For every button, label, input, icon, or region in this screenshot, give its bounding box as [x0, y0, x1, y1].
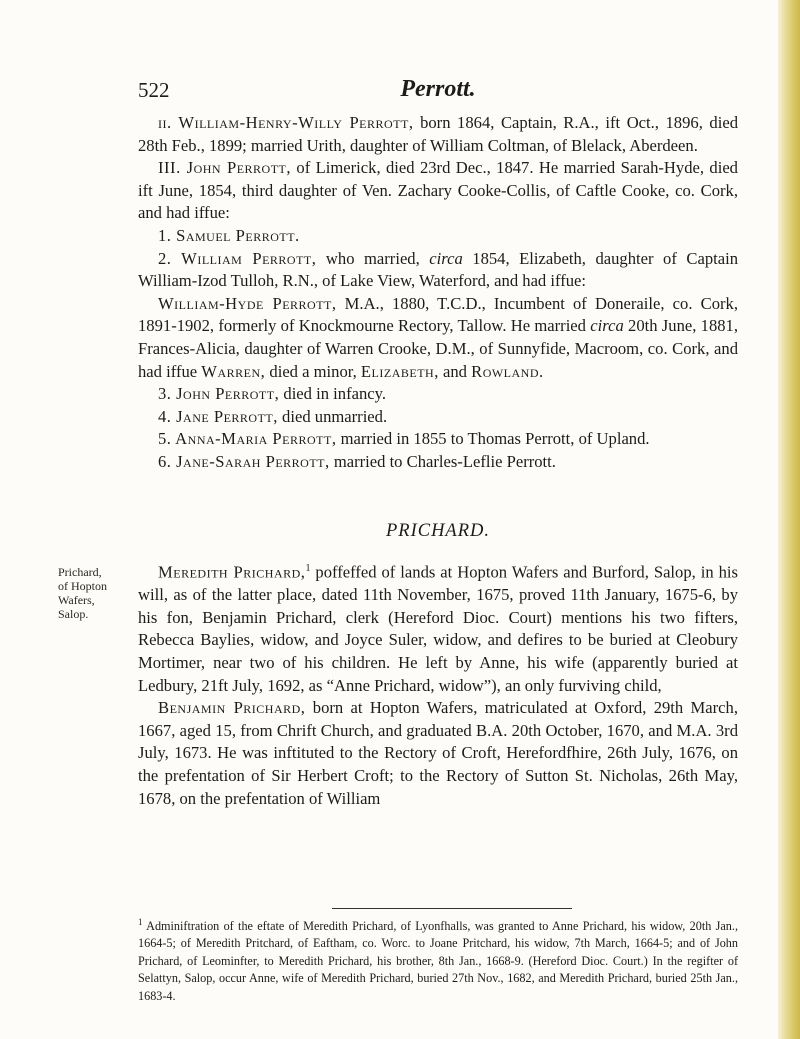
margin-note	[58, 565, 134, 621]
main-text	[138, 112, 738, 810]
paragraph-text: and	[438, 361, 472, 381]
circa-italic: circa	[590, 316, 624, 336]
paragraph	[138, 225, 738, 248]
paragraph	[138, 697, 738, 810]
footnote	[138, 914, 738, 1005]
page-header	[138, 78, 738, 108]
paragraph-text: died unmarried.	[277, 406, 388, 426]
person-name: 3. John Perrott,	[158, 384, 280, 404]
margin-note-line: of Hopton	[58, 579, 107, 593]
person-name: ii. William-Henry-Willy Perrott,	[158, 113, 414, 132]
paragraph	[138, 558, 738, 697]
paragraph-text: who married,	[316, 248, 430, 268]
person-name: Elizabeth,	[360, 361, 439, 381]
paragraph-text: 1854, Elizabeth, daughter of Captain William-Izod Tulloh, R.N., of Lake View, Waterford, and had iffue:	[138, 248, 738, 291]
person-name: William-Hyde Perrott,	[158, 293, 337, 313]
footnote-text: Adminiftration of the eftate of Meredith Prichard, of Lyonfhalls, was granted to Anne Prichard, his widow, 20th Jan., 1664-5; of Meredith Pritchard, of Eaftham, co. Worc. to Joane Pritchard, his widow, 7th March, 1664-5; and of John Prichard, of Leominfter, to Meredith Prichard, his brother, 8th Jan., 1668-9. (Hereford Dioc. Court.) In the regifter of Selattyn, Salop, occur Anne, wife of Meredith Prichard, buried 27th Nov., 1682, and Meredith Prichard, buried 25th Jan., 1683-4.	[138, 919, 738, 1003]
paragraph	[138, 157, 738, 225]
page-number: 522	[138, 78, 170, 102]
paragraph-text: married in 1855 to Thomas Perrott, of Upland.	[336, 429, 650, 449]
person-name: 6. Jane-Sarah Perrott,	[158, 451, 330, 471]
person-name: Meredith Prichard,	[158, 562, 306, 582]
margin-note-line: Wafers,	[58, 593, 95, 607]
person-name: Benjamin Prichard,	[158, 698, 306, 718]
paragraph-text: born at Hopton Wafers, matriculated at Oxford, 29th March, 1667, aged 15, from Chrift Church, and graduated B.A. 20th October, 1670, and M.A. 3rd July, 1673. He was inftituted to the Rectory of Croft, Herefordfhire, 26th July, 1676, on the prefentation of Sir Herbert Croft; to the Rectory of Sutton St. Nicholas, 26th May, 1678, on the prefentation of William	[138, 698, 738, 808]
paragraph	[138, 428, 738, 451]
paragraph-text: M.A., 1880, T.C.D., Incumbent of Doneraile, co. Cork, 1891-1902, formerly of Knockmourne Rectory, Tallow. He married	[138, 293, 738, 336]
paragraph-text: died in infancy.	[279, 384, 386, 404]
person-name: 1. Samuel Perrott.	[158, 225, 300, 245]
paragraph	[138, 293, 738, 383]
footnote-ref: 1	[305, 563, 311, 575]
paragraph-text: married to Charles-Leflie Perrott.	[329, 451, 556, 471]
person-name: 2. William Perrott,	[158, 248, 317, 268]
margin-note-line: Prichard,	[58, 565, 102, 579]
circa-italic: circa	[429, 248, 463, 268]
person-name: 4. Jane Perrott,	[158, 406, 278, 426]
paragraph	[138, 383, 738, 406]
paragraph-text: 20th June, 1881, Frances-Alicia, daughter of Warren Crooke, D.M., of Sunnyfide, Macroom, co. Cork, and had iffue	[138, 316, 738, 381]
footnote-rule	[332, 908, 572, 909]
paragraph-text: died a minor,	[265, 361, 361, 381]
paragraph	[138, 248, 738, 293]
paragraph-text: born 1864, Captain, R.A., ift Oct., 1896, died 28th Feb., 1899; married Urith, daughter of William Coltman, of Blelack, Aberdeen.	[138, 113, 738, 155]
running-title: Perrott.	[400, 76, 476, 102]
paragraph	[138, 406, 738, 429]
footnote-marker: 1	[138, 917, 143, 927]
paragraph	[138, 112, 738, 157]
margin-note-line: Salop.	[58, 607, 89, 621]
person-name: 5. Anna-Maria Perrott,	[158, 429, 337, 449]
paragraph	[138, 451, 738, 474]
section-title: PRICHARD.	[385, 520, 491, 541]
paragraph-text: poffeffed of lands at Hopton Wafers and Burford, Salop, in his will, as of the latter place, dated 11th November, 1675, proved 11th January, 1675-6, by his fon, Benjamin Prichard, clerk (Hereford Dioc. Court) mentions his two fifters, Rebecca Baylies, widow, and Joyce Suler, widow, and defires to be buried at Cleobury Mortimer, near two of his children. He left by Anne, his wife (apparently buried at Ledbury, 21ft July, 1692, as “Anne Prichard, widow”), an only furviving child,	[138, 562, 739, 695]
paragraph-text: of Limerick, died 23rd Dec., 1847. He married Sarah-Hyde, died ift June, 1854, third daughter of Ven. Zachary Cooke-Collis, of Caftle Cooke, co. Cork, and had iffue:	[138, 158, 738, 223]
person-name: III. John Perrott,	[158, 158, 292, 178]
person-name: Rowland.	[471, 361, 544, 381]
person-name: Warren,	[201, 361, 266, 381]
page-edge-stain	[778, 0, 800, 1039]
